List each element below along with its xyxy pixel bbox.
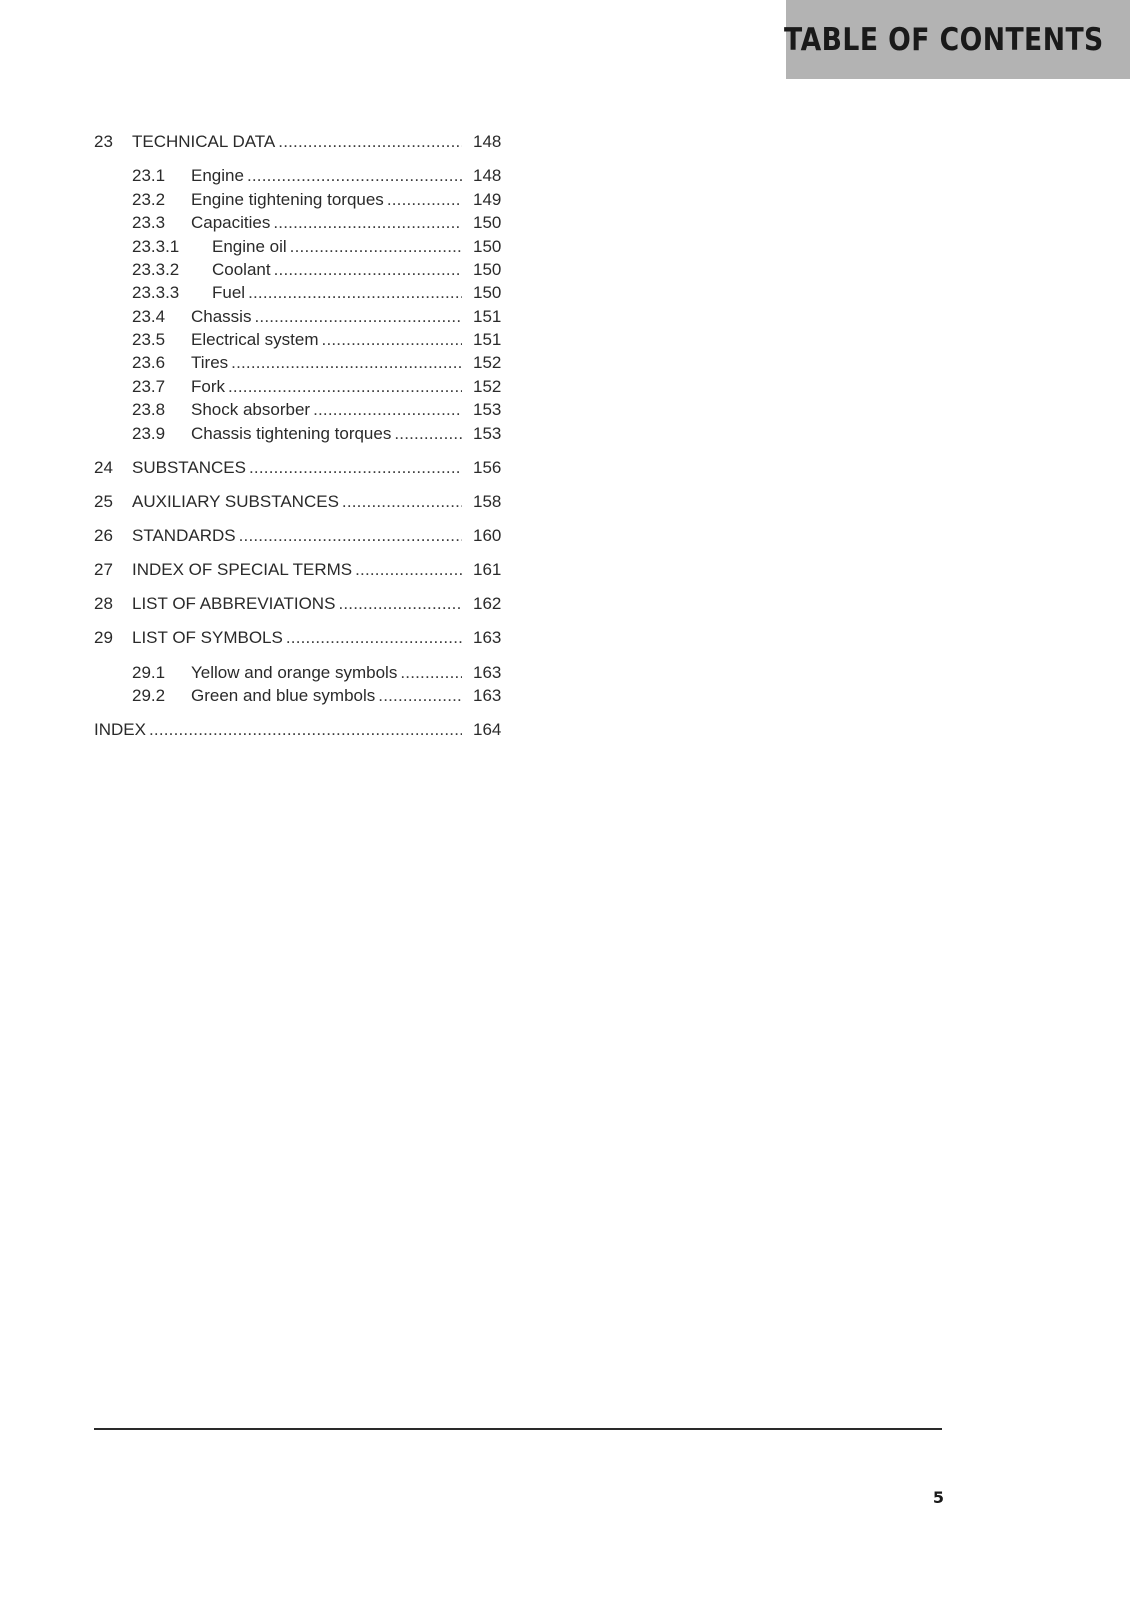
toc-entry-number: 26 — [94, 526, 113, 545]
toc-entry-number: 23.9 — [132, 424, 166, 443]
dot-leader — [278, 130, 462, 154]
toc-entry-number: 23.3.1 — [132, 237, 180, 256]
toc-entry-line — [191, 305, 462, 329]
dot-leader — [290, 235, 462, 259]
toc-entry-page: 162 — [473, 594, 502, 613]
toc-entry-page: 153 — [473, 400, 502, 419]
toc-entry[interactable] — [0, 398, 1130, 422]
toc-entry[interactable] — [0, 211, 1130, 235]
toc-entry-number: 23.2 — [132, 190, 166, 209]
dot-leader — [378, 684, 462, 708]
toc-entry[interactable] — [0, 328, 1130, 352]
dot-leader — [313, 398, 462, 422]
dot-leader — [247, 164, 462, 188]
toc-entry-page: 152 — [473, 377, 502, 396]
dot-leader — [254, 305, 462, 329]
toc-entry-page: 163 — [473, 628, 502, 647]
toc-entry[interactable] — [0, 258, 1130, 282]
toc-entry[interactable] — [0, 592, 1130, 616]
toc-entry-line — [191, 164, 462, 188]
page-title: TABLE OF CONTENTS — [784, 22, 1104, 58]
toc-entry-number: 23.3.2 — [132, 260, 180, 279]
toc-entry-page: 150 — [473, 260, 502, 279]
toc-entry-title: Fuel — [212, 283, 246, 302]
toc-entry-title: Engine oil — [212, 237, 287, 256]
toc-entry-page: 152 — [473, 353, 502, 372]
toc-entry-page: 149 — [473, 190, 502, 209]
toc-entry-line — [132, 592, 462, 616]
toc-entry-number: 24 — [94, 458, 113, 477]
toc-entry-title: Coolant — [212, 260, 271, 279]
toc-entry-page: 163 — [473, 686, 502, 705]
toc-entry-line — [132, 456, 462, 480]
dot-leader — [400, 661, 462, 685]
toc-entry-number: 23 — [94, 132, 113, 151]
toc-entry-number: 23.3.3 — [132, 283, 180, 302]
toc-entry-page: 163 — [473, 663, 502, 682]
toc-entry[interactable] — [0, 456, 1130, 480]
toc-entry-number: 29.2 — [132, 686, 166, 705]
toc-entry-page: 150 — [473, 283, 502, 302]
dot-leader — [286, 626, 462, 650]
toc-entry-title: Fork — [191, 377, 225, 396]
toc-entry-line — [191, 422, 462, 446]
toc-entry-page: 148 — [473, 166, 502, 185]
dot-leader — [394, 422, 462, 446]
toc-entry-page: 161 — [473, 560, 502, 579]
toc-entry-number: 23.7 — [132, 377, 166, 396]
toc-entry-title: Chassis — [191, 307, 252, 326]
toc-entry-title: STANDARDS — [132, 526, 236, 545]
dot-leader — [273, 211, 462, 235]
toc-entry-number: 23.1 — [132, 166, 166, 185]
toc-entry[interactable] — [0, 661, 1130, 685]
toc-entry-line — [212, 281, 462, 305]
toc-entry-page: 151 — [473, 330, 502, 349]
toc-entry-line — [191, 661, 462, 685]
dot-leader — [322, 328, 462, 352]
toc-entry-number: 25 — [94, 492, 113, 511]
dot-leader — [338, 592, 462, 616]
toc-entry-line — [191, 211, 462, 235]
toc-entry-number: 23.8 — [132, 400, 166, 419]
toc-entry[interactable] — [0, 305, 1130, 329]
toc-entry[interactable] — [0, 281, 1130, 305]
toc-entry-title: LIST OF ABBREVIATIONS — [132, 594, 336, 613]
toc-entry-number: 23.4 — [132, 307, 166, 326]
toc-entry-title: Electrical system — [191, 330, 319, 349]
toc-entry-title: Capacities — [191, 213, 271, 232]
toc-entry[interactable] — [0, 626, 1130, 650]
toc-entry-line — [132, 626, 462, 650]
toc-entry[interactable] — [0, 130, 1130, 154]
toc-entry-line — [191, 328, 462, 352]
toc-entry-title: INDEX — [94, 720, 146, 739]
toc-entry[interactable] — [0, 351, 1130, 375]
toc-entry[interactable] — [0, 375, 1130, 399]
toc-entry-page: 148 — [473, 132, 502, 151]
toc-entry-line — [191, 398, 462, 422]
dot-leader — [355, 558, 462, 582]
toc-entry-title: Green and blue symbols — [191, 686, 376, 705]
toc-entry-title: SUBSTANCES — [132, 458, 246, 477]
dot-leader — [248, 281, 462, 305]
toc-entry-title: Engine — [191, 166, 244, 185]
toc-entry-line — [132, 524, 462, 548]
toc-entry[interactable] — [0, 188, 1130, 212]
toc-entry-title: Engine tightening torques — [191, 190, 384, 209]
toc-entry-title: Tires — [191, 353, 229, 372]
toc-entry-line — [94, 718, 462, 742]
toc-entry[interactable] — [0, 164, 1130, 188]
toc-entry-page: 156 — [473, 458, 502, 477]
toc-entry-page: 150 — [473, 237, 502, 256]
toc-entry[interactable] — [0, 558, 1130, 582]
toc-entry-line — [191, 351, 462, 375]
toc-entry-title: Shock absorber — [191, 400, 311, 419]
toc-entry-number: 23.6 — [132, 353, 166, 372]
toc-entry-number: 28 — [94, 594, 113, 613]
dot-leader — [149, 718, 462, 742]
toc-entry-number: 29.1 — [132, 663, 166, 682]
dot-leader — [239, 524, 462, 548]
toc-entry-line — [132, 490, 462, 514]
toc-entry-page: 150 — [473, 213, 502, 232]
page-number: 5 — [932, 1488, 944, 1507]
toc-entry[interactable] — [0, 490, 1130, 514]
toc-entry-title: LIST OF SYMBOLS — [132, 628, 283, 647]
toc-entry-line — [132, 558, 462, 582]
toc-entry-title: TECHNICAL DATA — [132, 132, 276, 151]
toc-entry[interactable] — [0, 422, 1130, 446]
toc-entry-page: 160 — [473, 526, 502, 545]
dot-leader — [387, 188, 462, 212]
dot-leader — [274, 258, 462, 282]
toc-entry-title: INDEX OF SPECIAL TERMS — [132, 560, 353, 579]
toc-entry-number: 29 — [94, 628, 113, 647]
toc-entry-page: 153 — [473, 424, 502, 443]
toc-entry-page: 151 — [473, 307, 502, 326]
toc-entry-number: 23.3 — [132, 213, 166, 232]
footer-divider — [94, 1428, 942, 1430]
dot-leader — [228, 375, 462, 399]
toc-entry-line — [132, 130, 462, 154]
toc-entry-title: Yellow and orange symbols — [191, 663, 398, 682]
dot-leader — [231, 351, 462, 375]
dot-leader — [249, 456, 462, 480]
toc-entry-number: 23.5 — [132, 330, 166, 349]
toc-entry[interactable] — [0, 684, 1130, 708]
toc-entry-page: 158 — [473, 492, 502, 511]
toc-entry-title: Chassis tightening torques — [191, 424, 392, 443]
toc-entry-line — [212, 235, 462, 259]
toc-entry-index[interactable] — [0, 718, 1130, 742]
toc-entry[interactable] — [0, 235, 1130, 259]
toc-entry[interactable] — [0, 524, 1130, 548]
toc-entry-line — [191, 188, 462, 212]
toc-entry-page: 164 — [473, 720, 502, 739]
toc-entry-number: 27 — [94, 560, 113, 579]
toc-entry-line — [212, 258, 462, 282]
toc-entry-title: AUXILIARY SUBSTANCES — [132, 492, 339, 511]
toc-entry-line — [191, 684, 462, 708]
dot-leader — [342, 490, 462, 514]
toc-entry-line — [191, 375, 462, 399]
